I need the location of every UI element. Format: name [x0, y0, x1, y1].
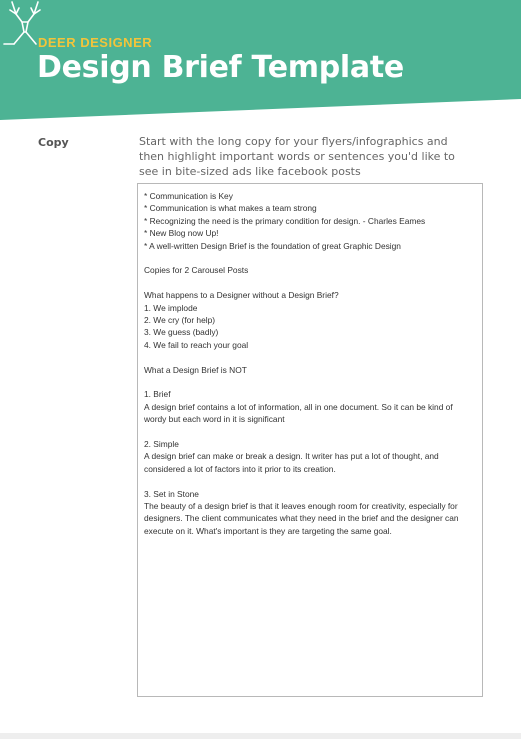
page-title: Design Brief Template	[37, 50, 404, 85]
item-body: A design brief can make or break a design. It writer has put a lot of thought, and considered a lot of factors into it prior to its creation.	[144, 451, 439, 474]
section-label: Copy	[38, 136, 69, 149]
item-heading: 1. Brief	[144, 389, 171, 400]
carousel-heading: Copies for 2 Carousel Posts	[144, 265, 249, 276]
bullet-line: * Communication is Key	[144, 191, 233, 201]
brand-name: DEER DESIGNER	[38, 35, 153, 50]
item-heading: 2. Simple	[144, 439, 179, 450]
list-item: 4. We fail to reach your goal	[144, 339, 249, 350]
list-item: 1. We implode	[144, 302, 198, 313]
section-description: Start with the long copy for your flyers/infographics and then highlight important words or sentences you'd like to see in bite-sized ads like facebook posts	[139, 135, 455, 178]
bullet-line: * Recognizing the need is the primary condition for design. - Charles Eames	[144, 215, 426, 226]
header-banner	[0, 0, 521, 120]
bullet-line: * New Blog now Up!	[144, 228, 219, 239]
list-item: 2. We cry (for help)	[144, 315, 216, 326]
item-body: A design brief contains a lot of information, all in one document. So it can be kind of wordy but each word in it is significant	[144, 401, 453, 425]
item-body: The beauty of a design brief is that it leaves enough room for creativity, especially for designers. The client communicates what they need in the brief and the designer can execute on it. What's important is they are targeting the same goal.	[144, 501, 459, 536]
question-line: What happens to a Designer without a Design Brief?	[144, 290, 339, 301]
list-item: 3. We guess (badly)	[144, 327, 219, 338]
item-heading: 3. Set in Stone	[144, 488, 199, 499]
footer-bar	[0, 733, 521, 739]
copy-text-area[interactable]	[137, 183, 483, 697]
deer-antler-icon	[0, 0, 50, 46]
bullet-line: * A well-written Design Brief is the foundation of great Graphic Design	[144, 240, 401, 251]
not-heading: What a Design Brief is NOT	[144, 364, 247, 375]
bullet-line: * Communication is what makes a team strong	[144, 203, 317, 214]
